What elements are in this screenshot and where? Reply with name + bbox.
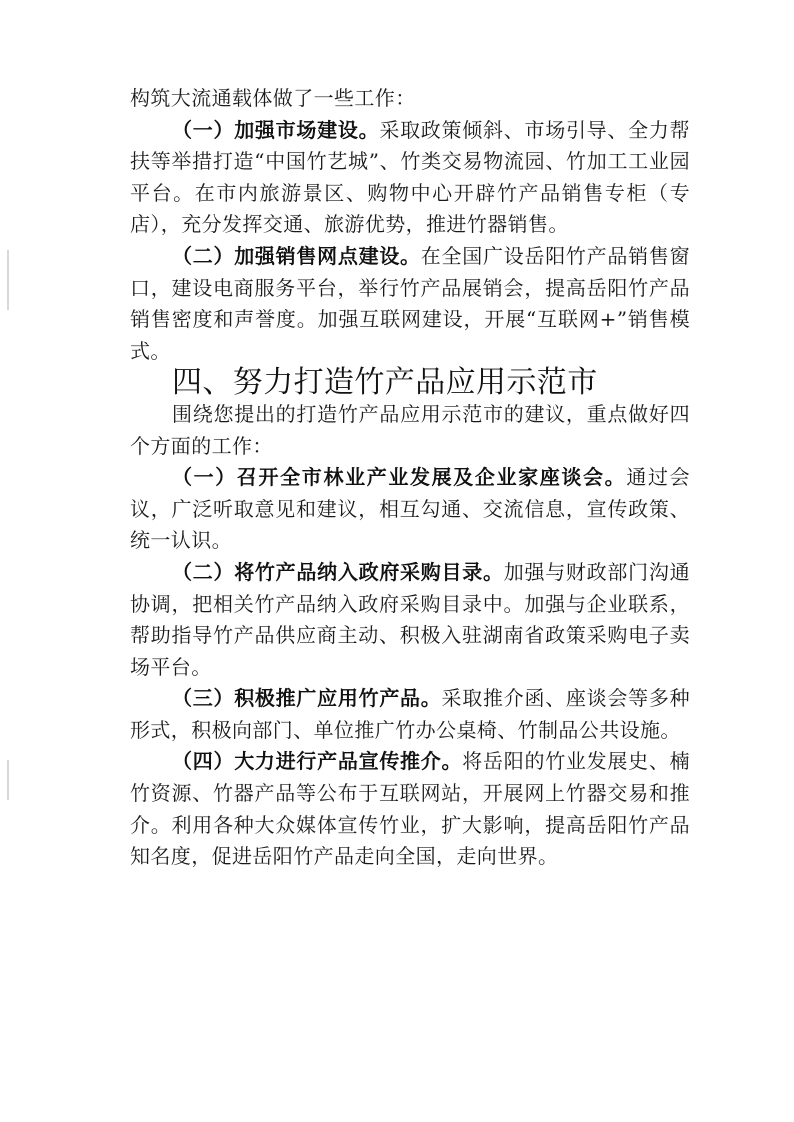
paragraph-sales-network: [130, 241, 690, 367]
paragraph-text: 将岳阳的竹业发展史、楠竹资源、竹器产品等公布于互联网站，开展网上竹器交易和推介。利用各种大众媒体宣传竹业，扩大影响，提高岳阳竹产品知名度，促进岳阳竹产品走向全国，走向世界。: [130, 749, 690, 869]
scan-edge-mark: [7, 250, 9, 310]
paragraph-text: 构筑大流通载体做了一些工作：: [130, 86, 416, 110]
document-body: [130, 83, 690, 873]
paragraph-procurement: [130, 557, 690, 683]
paragraph-lead: （一）召开全市林业产业发展及企业家座谈会。: [172, 465, 627, 490]
paragraph-market-construction: [130, 115, 690, 241]
section-heading-four: 四、努力打造竹产品应用示范市: [172, 365, 598, 401]
paragraph-text: 通过会议，广泛听取意见和建议，相互勾通、交流信息，宣传政策、统一认识。: [130, 465, 690, 553]
paragraph-text: 采取政策倾斜、市场引导、全力帮扶等举措打造“中国竹艺城”、竹类交易物流园、竹加工工业园平台。在市内旅游景区、购物中心开辟竹产品销售专柜（专店），充分发挥交通、旅游优势，推进竹器销售。: [130, 117, 691, 237]
paragraph-lead: （一）加强市场建设。: [172, 117, 380, 142]
paragraph-lead: （二）加强销售网点建设。: [172, 243, 421, 268]
paragraph-publicity: [130, 746, 690, 872]
paragraph-text: 加强与财政部门沟通协调，把相关竹产品纳入政府采购目录中。加强与企业联系，帮助指导竹产品供应商主动、积极入驻湖南省政策采购电子卖场平台。: [130, 559, 690, 679]
paragraph-lead: （四）大力进行产品宣传推介。: [172, 749, 463, 774]
paragraph-lead: （三）积极推广应用竹产品。: [172, 686, 442, 711]
paragraph-text: 采取推介函、座谈会等多种形式，积极向部门、单位推广竹办公桌椅、竹制品公共设施。: [130, 686, 690, 742]
paragraph-intro: [130, 83, 690, 115]
paragraph-promotion: [130, 683, 690, 746]
paragraph-lead: （二）将竹产品纳入政府采购目录。: [172, 559, 504, 584]
paragraph-text: 围绕您提出的打造竹产品应用示范市的建议，重点做好四个方面的工作：: [130, 401, 690, 458]
scan-edge-mark: [7, 760, 9, 800]
paragraph-section-intro: [130, 399, 690, 462]
paragraph-forum: [130, 462, 690, 557]
paragraph-text: 在全国广设岳阳竹产品销售窗口，建设电商服务平台，举行竹产品展销会，提高岳阳竹产品销售密度和声誉度。加强互联网建设，开展“互联网+”销售模式。: [130, 243, 690, 363]
